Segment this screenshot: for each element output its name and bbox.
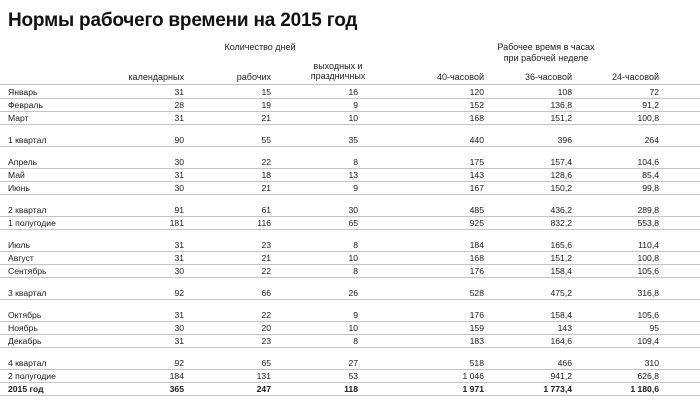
working-days-cell: 55 (261, 135, 271, 145)
hours-36-cell: 832,2 (550, 218, 572, 228)
calendar-days-cell: 92 (174, 358, 184, 368)
weekend-days-cell: 118 (344, 384, 358, 394)
table-row (0, 370, 700, 383)
calendar-days-cell: 31 (174, 336, 184, 346)
hours-36-cell: 151,2 (550, 253, 572, 263)
hours-40-cell: 925 (469, 218, 484, 228)
hours-40-cell: 159 (469, 323, 484, 333)
calendar-days-cell: 90 (174, 135, 184, 145)
working-days-cell: 20 (261, 323, 271, 333)
row-label: 2 полугодие (8, 371, 56, 381)
row-label: 2 квартал (8, 205, 47, 215)
hours-36-cell: 151,2 (550, 113, 572, 123)
calendar-days-cell: 31 (174, 253, 184, 263)
weekend-days-cell: 65 (348, 218, 358, 228)
row-label: Май (8, 170, 25, 180)
hours-24-cell: 1 180,6 (630, 384, 659, 394)
hours-24-cell: 100,8 (637, 253, 659, 263)
days-group-header: Количество дней (224, 42, 296, 52)
hours-group-header (476, 42, 616, 64)
weekend-days-cell: 30 (348, 205, 358, 215)
calendar-days-cell: 30 (174, 183, 184, 193)
header-divider (0, 84, 700, 85)
hours-24-cell: 95 (649, 323, 659, 333)
row-label: 1 полугодие (8, 218, 56, 228)
hours-24-cell: 100,8 (637, 113, 659, 123)
table-row (0, 169, 700, 182)
working-days-cell: 22 (261, 157, 271, 167)
hours-40-cell: 168 (469, 253, 484, 263)
working-days-cell: 21 (261, 183, 271, 193)
calendar-days-cell: 181 (169, 218, 184, 228)
row-label: Сентябрь (8, 266, 47, 276)
working-days-cell: 247 (256, 384, 271, 394)
table-row (0, 182, 700, 195)
calendar-days-cell: 28 (174, 100, 184, 110)
working-days-cell: 116 (257, 218, 271, 228)
weekend-days-cell: 8 (353, 240, 358, 250)
table-row (0, 204, 700, 217)
table-row (0, 239, 700, 252)
hours-36-cell: 158,4 (550, 310, 572, 320)
hours-24-cell: 264 (644, 135, 659, 145)
table-row (0, 287, 700, 300)
hours-24-cell: 85,4 (642, 170, 659, 180)
row-label: 2015 год (8, 384, 44, 394)
weekend-days-cell: 53 (348, 371, 358, 381)
calendar-days-cell: 30 (174, 266, 184, 276)
row-label: Июль (8, 240, 30, 250)
weekend-days-cell: 8 (353, 266, 358, 276)
hours-36-cell: 436,2 (550, 205, 572, 215)
table-row (0, 99, 700, 112)
hours-40-cell: 1 971 (462, 384, 484, 394)
hours-40-cell: 528 (469, 288, 484, 298)
working-days-cell: 22 (261, 310, 271, 320)
col-header-36h: 36-часовой (524, 72, 572, 82)
row-label: Октябрь (8, 310, 42, 320)
hours-40-cell: 176 (469, 310, 484, 320)
hours-36-cell: 150,2 (550, 183, 572, 193)
hours-40-cell: 485 (469, 205, 484, 215)
table-row (0, 86, 700, 99)
working-days-cell: 15 (261, 87, 271, 97)
hours-24-cell: 109,4 (637, 336, 659, 346)
hours-36-cell: 158,4 (550, 266, 572, 276)
table-row (0, 357, 700, 370)
hours-40-cell: 143 (469, 170, 484, 180)
hours-24-cell: 105,6 (637, 310, 659, 320)
row-label: Август (8, 253, 34, 263)
hours-24-cell: 91,2 (642, 100, 659, 110)
col-header-calendar: календарных (128, 72, 184, 82)
table-row (0, 156, 700, 169)
working-days-cell: 131 (256, 371, 271, 381)
col-header-weekend (298, 61, 378, 81)
hours-36-cell: 475,2 (550, 288, 572, 298)
calendar-days-cell: 30 (174, 157, 184, 167)
calendar-days-cell: 31 (174, 240, 184, 250)
row-label: Декабрь (8, 336, 42, 346)
table-row (0, 217, 700, 230)
table-row (0, 252, 700, 265)
weekend-days-cell: 26 (348, 288, 358, 298)
hours-24-cell: 99,8 (642, 183, 659, 193)
col-header-working: рабочих (236, 72, 271, 82)
weekend-days-cell: 9 (353, 100, 358, 110)
hours-40-cell: 168 (469, 113, 484, 123)
row-label: Февраль (8, 100, 43, 110)
weekend-days-cell: 9 (353, 310, 358, 320)
hours-40-cell: 518 (469, 358, 484, 368)
hours-36-cell: 128,6 (550, 170, 572, 180)
working-days-cell: 65 (261, 358, 271, 368)
hours-40-cell: 183 (469, 336, 484, 346)
hours-36-cell: 941,2 (550, 371, 572, 381)
working-days-cell: 23 (261, 336, 271, 346)
col-header-weekend-line2: праздничных (310, 71, 366, 81)
hours-36-cell: 164,6 (550, 336, 572, 346)
hours-table-body (0, 86, 700, 396)
weekend-days-cell: 10 (348, 113, 358, 123)
hours-36-cell: 157,4 (550, 157, 572, 167)
working-days-cell: 23 (261, 240, 271, 250)
row-label: Апрель (8, 157, 38, 167)
hours-40-cell: 440 (469, 135, 484, 145)
working-days-cell: 21 (261, 113, 271, 123)
calendar-days-cell: 31 (174, 170, 184, 180)
weekend-days-cell: 13 (348, 170, 358, 180)
hours-36-cell: 143 (557, 323, 572, 333)
hours-36-cell: 108 (557, 87, 572, 97)
working-days-cell: 66 (261, 288, 271, 298)
hours-24-cell: 105,6 (637, 266, 659, 276)
hours-40-cell: 175 (469, 157, 484, 167)
weekend-days-cell: 35 (348, 135, 358, 145)
calendar-days-cell: 91 (174, 205, 184, 215)
hours-24-cell: 310 (644, 358, 659, 368)
hours-36-cell: 396 (557, 135, 572, 145)
hours-24-cell: 289,8 (637, 205, 659, 215)
hours-24-cell: 104,6 (637, 157, 659, 167)
weekend-days-cell: 9 (353, 183, 358, 193)
working-days-cell: 18 (261, 170, 271, 180)
hours-24-cell: 72 (649, 87, 659, 97)
row-label: 1 квартал (8, 135, 47, 145)
row-label: 3 квартал (8, 288, 47, 298)
weekend-days-cell: 10 (348, 323, 358, 333)
table-row (0, 134, 700, 147)
calendar-days-cell: 31 (174, 310, 184, 320)
row-label: 4 квартал (8, 358, 47, 368)
hours-36-cell: 165,6 (550, 240, 572, 250)
calendar-days-cell: 184 (169, 371, 184, 381)
table-row (0, 112, 700, 125)
col-header-24h: 24-часовой (611, 72, 659, 82)
working-days-cell: 22 (261, 266, 271, 276)
hours-40-cell: 152 (469, 100, 484, 110)
hours-24-cell: 626,8 (637, 371, 659, 381)
calendar-days-cell: 30 (174, 323, 184, 333)
row-label: Январь (8, 87, 38, 97)
hours-36-cell: 1 773,4 (543, 384, 572, 394)
calendar-days-cell: 31 (174, 113, 184, 123)
weekend-days-cell: 8 (353, 336, 358, 346)
calendar-days-cell: 31 (174, 87, 184, 97)
hours-36-cell: 136,8 (550, 100, 572, 110)
hours-24-cell: 316,8 (637, 288, 659, 298)
hours-group-header-line1: Рабочее время в часах (497, 42, 595, 52)
hours-40-cell: 184 (469, 240, 484, 250)
weekend-days-cell: 27 (348, 358, 358, 368)
hours-40-cell: 120 (469, 87, 484, 97)
working-days-cell: 19 (261, 100, 271, 110)
calendar-days-cell: 92 (174, 288, 184, 298)
hours-40-cell: 1 046 (462, 371, 484, 381)
weekend-days-cell: 16 (348, 87, 358, 97)
hours-24-cell: 553,8 (637, 218, 659, 228)
hours-40-cell: 176 (469, 266, 484, 276)
col-header-weekend-line1: выходных и (313, 61, 363, 71)
working-days-cell: 21 (261, 253, 271, 263)
row-label: Ноябрь (8, 323, 38, 333)
hours-24-cell: 110,4 (638, 240, 659, 250)
table-row (0, 309, 700, 322)
working-days-cell: 61 (261, 205, 271, 215)
row-label: Март (8, 113, 29, 123)
table-row (0, 335, 700, 348)
calendar-days-cell: 365 (169, 384, 184, 394)
page-title: Нормы рабочего времени на 2015 год (8, 10, 358, 31)
weekend-days-cell: 10 (348, 253, 358, 263)
row-label: Июнь (8, 183, 30, 193)
table-row-total (0, 383, 700, 396)
table-row (0, 265, 700, 278)
hours-group-header-line2: при рабочей неделе (503, 53, 589, 63)
hours-36-cell: 466 (557, 358, 572, 368)
col-header-40h: 40-часовой (436, 72, 484, 82)
weekend-days-cell: 8 (353, 157, 358, 167)
hours-40-cell: 167 (469, 183, 484, 193)
table-row (0, 322, 700, 335)
